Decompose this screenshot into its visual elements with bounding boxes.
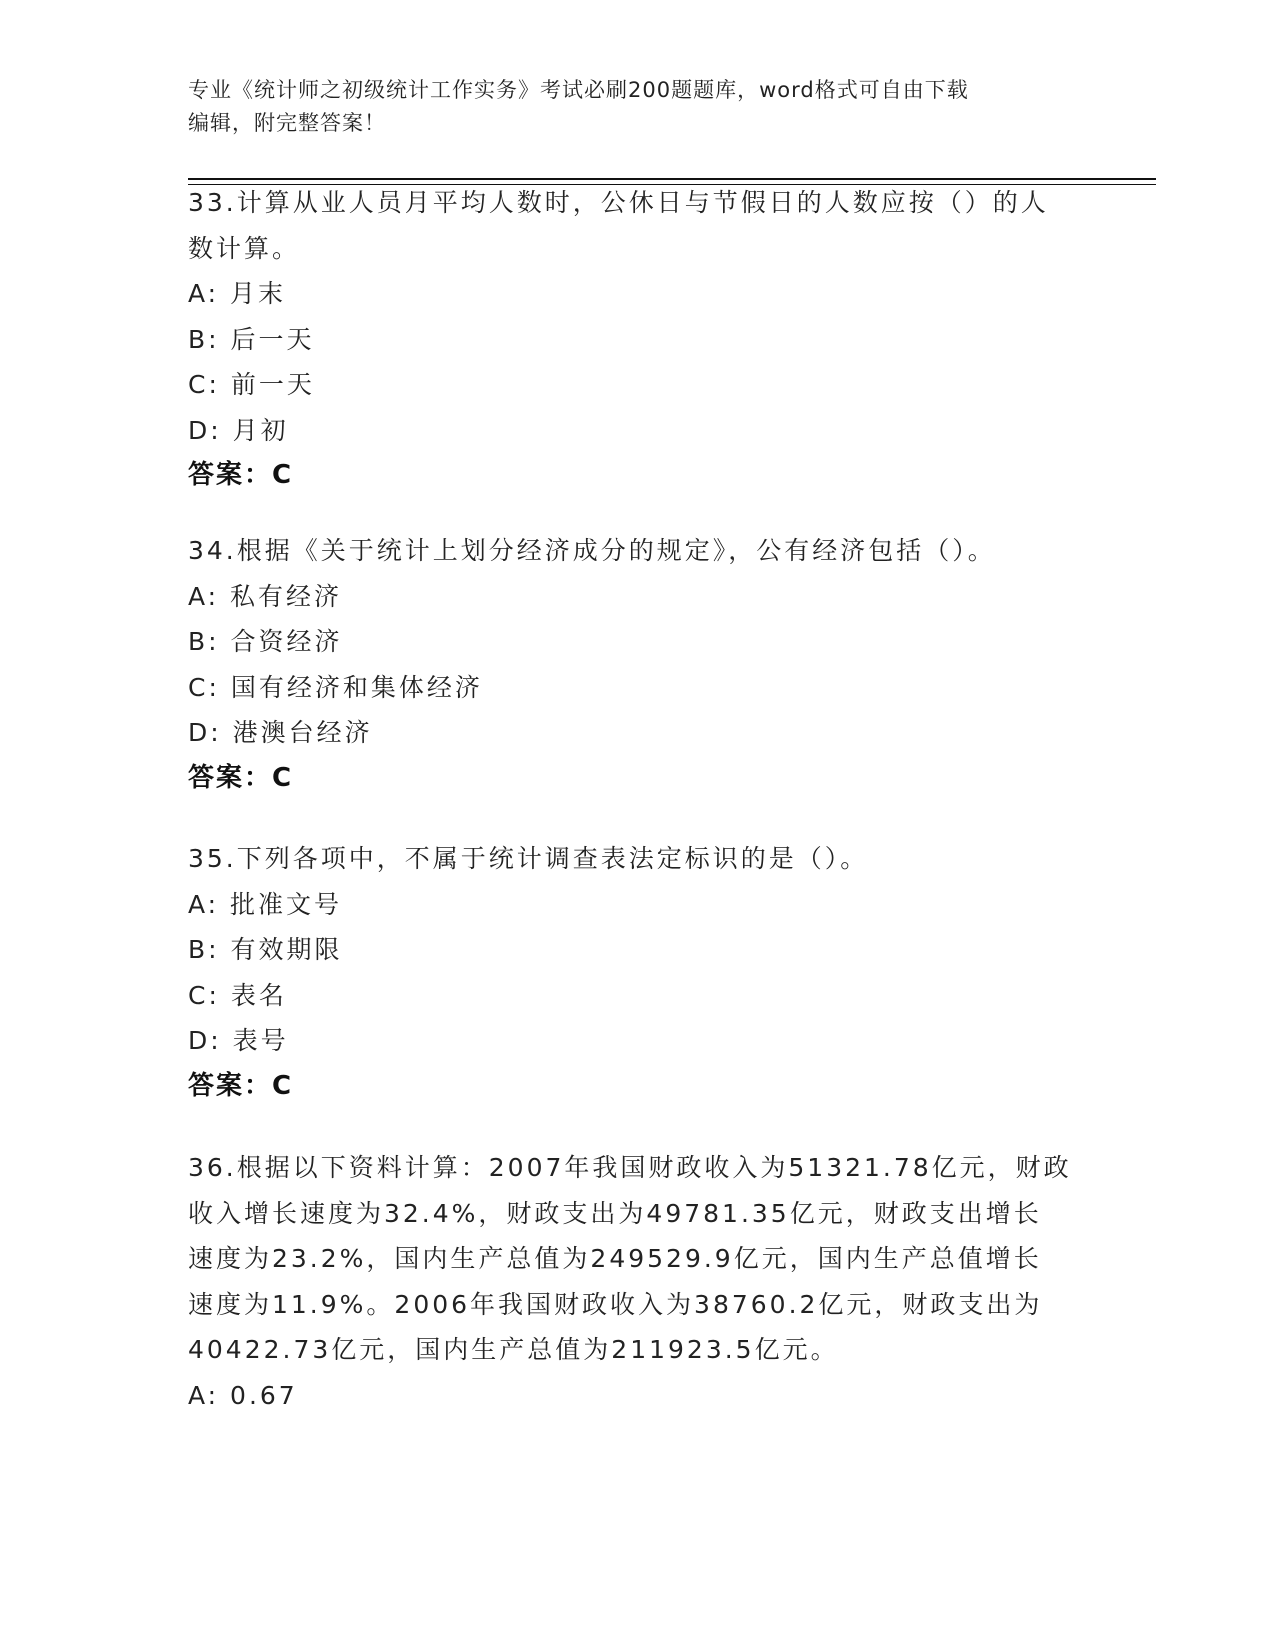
header-line-1: 专业《统计师之初级统计工作实务》考试必刷200题题库，word格式可自由下载 [188,78,969,102]
question-36 [188,1145,1088,1418]
question-33 [188,180,1088,499]
option-a: A: 批准文号 [188,889,343,919]
option-c: C: 前一天 [188,370,315,399]
option-d: D: 表号 [188,1026,289,1055]
question-stem-line: 速度为23.2%，国内生产总值为249529.9亿元，国内生产总值增长 [188,1244,1042,1273]
question-stem-line: 35.下列各项中，不属于统计调查表法定标识的是（）。 [188,844,869,873]
answer-label: 答案：C [188,460,294,490]
option-d: D: 月初 [188,415,289,445]
option-b: B: 合资经济 [188,627,343,656]
question-stem-line: 数计算。 [188,233,301,263]
question-stem-line: 34.根据《关于统计上划分经济成分的规定》，公有经济包括（）。 [188,536,996,565]
question-stem-line: 33.计算从业人员月平均人数时，公休日与节假日的人数应按（）的人 [188,188,1049,217]
option-c: C: 国有经济和集体经济 [188,672,483,702]
option-c: C: 表名 [188,980,287,1010]
option-b: B: 后一天 [188,324,315,354]
option-a: A: 月末 [188,279,287,308]
document-header [188,74,1068,140]
question-stem-line: 收入增长速度为32.4%，财政支出为49781.35亿元，财政支出增长 [188,1198,1042,1228]
option-b: B: 有效期限 [188,935,343,964]
option-a: A: 私有经济 [188,581,343,611]
question-35 [188,836,1088,1109]
option-d: D: 港澳台经济 [188,718,373,747]
question-stem-line: 40422.73亿元，国内生产总值为211923.5亿元。 [188,1335,839,1364]
question-stem-line: 速度为11.9%。2006年我国财政收入为38760.2亿元，财政支出为 [188,1289,1043,1319]
option-a: A: 0.67 [188,1380,298,1410]
answer-label: 答案：C [188,1070,294,1101]
question-34 [188,528,1088,801]
header-line-2: 编辑，附完整答案！ [188,111,386,135]
question-stem-line: 36.根据以下资料计算：2007年我国财政收入为51321.78亿元，财政 [188,1153,1072,1182]
answer-label: 答案：C [188,762,294,793]
